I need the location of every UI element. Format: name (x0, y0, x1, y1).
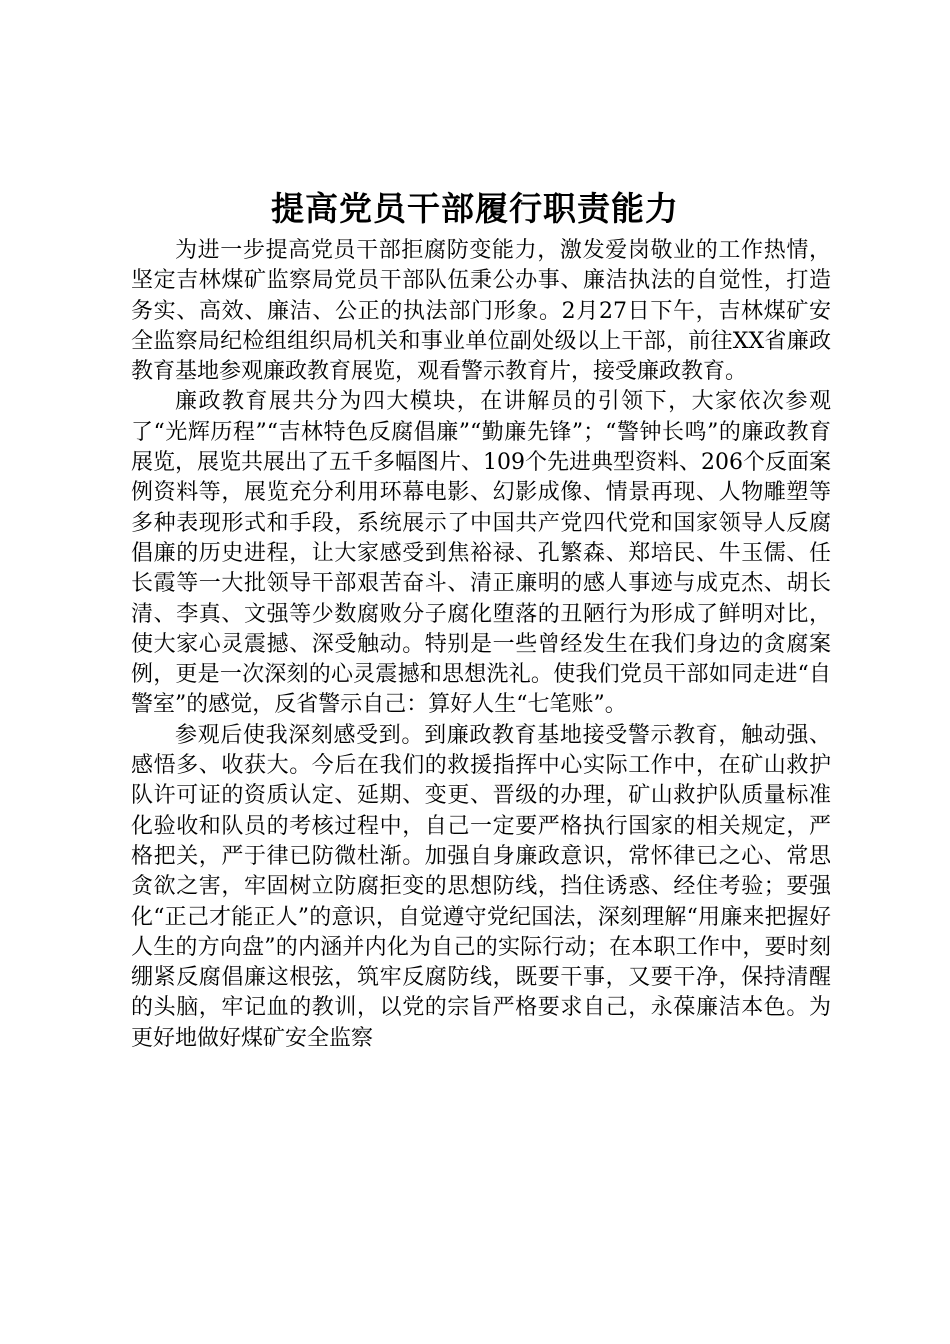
paragraph: 廉政教育展共分为四大模块，在讲解员的引领下，大家依次参观了“光辉历程”“吉林特色反腐倡廉”“勤廉先锋”；“警钟长鸣”的廉政教育展览，展览共展出了五千多幅图片、109个先进典型资料、206个反面案例资料等，展览充分利用环幕电影、幻影成像、情景再现、人物雕塑等多种表现形式和手段，系统展示了中国共产党四代党和国家领导人反腐倡廉的历史进程，让大家感受到焦裕禄、孔繁森、郑培民、牛玉儒、任长霞等一大批领导干部艰苦奋斗、清正廉明的感人事迹与成克杰、胡长清、李真、文强等少数腐败分子腐化堕落的丑陋行为形成了鲜明对比，使大家心灵震撼、深受触动。特别是一些曾经发生在我们身边的贪腐案例，更是一次深刻的心灵震撼和思想洗礼。使我们党员干部如同走进“自警室”的感觉，反省警示自己：算好人生“七笔账”。 (131, 389, 831, 718)
document-body (131, 236, 831, 1054)
paragraph: 为进一步提高党员干部拒腐防变能力，激发爱岗敬业的工作热情，坚定吉林煤矿监察局党员干部队伍秉公办事、廉洁执法的自觉性，打造务实、高效、廉洁、公正的执法部门形象。2月27日下午，吉林煤矿安全监察局纪检组组织局机关和事业单位副处级以上干部，前往XX省廉政教育基地参观廉政教育展览，观看警示教育片，接受廉政教育。 (131, 238, 831, 385)
document-title: 提高党员干部履行职责能力 (271, 189, 679, 228)
paragraph: 参观后使我深刻感受到。到廉政教育基地接受警示教育，触动强、感悟多、收获大。今后在我们的救援指挥中心实际工作中，在矿山救护队许可证的资质认定、延期、变更、晋级的办理，矿山救护队质量标准化验收和队员的考核过程中，自己一定要严格执行国家的相关规定，严格把关，严于律已防微杜渐。加强自身廉政意识，常怀律已之心、常思贪欲之害，牢固树立防腐拒变的思想防线，挡住诱惑、经住考验；要强化“正己才能正人”的意识，自觉遵守党纪国法，深刻理解“用廉来把握好人生的方向盘”的内涵并内化为自己的实际行动；在本职工作中，要时刻绷紧反腐倡廉这根弦，筑牢反腐防线，既要干事，又要干净，保持清醒的头脑，牢记血的教训，以党的宗旨严格要求自己，永葆廉洁本色。为更好地做好煤矿安全监察 (131, 722, 831, 1051)
